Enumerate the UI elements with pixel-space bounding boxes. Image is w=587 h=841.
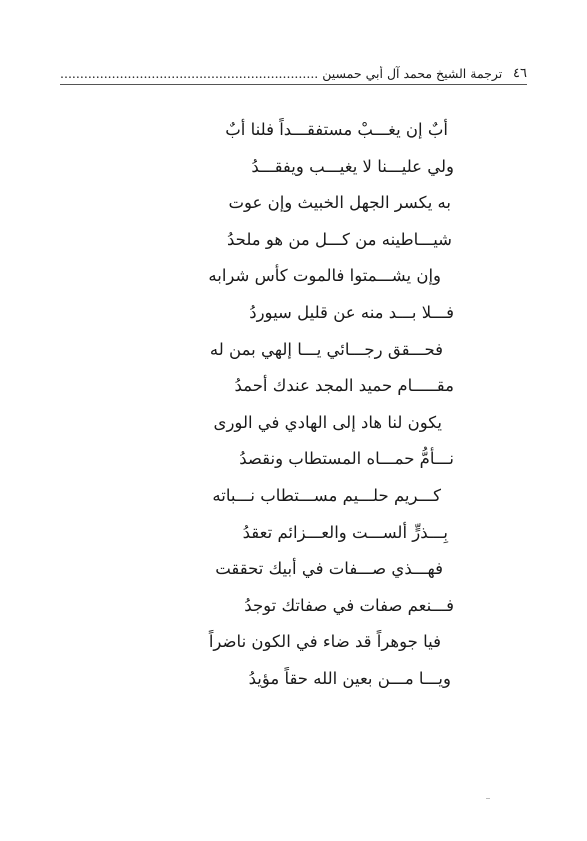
- verse-line-second-hemistich: [0, 588, 587, 625]
- verse-text: فـــلا بـــد منه عن قليل سيوردُ: [249, 302, 454, 322]
- header-rule: [60, 84, 527, 85]
- verse-text: فحـــقق رجـــائي يـــا إلهي بمن له: [209, 339, 443, 359]
- verse-text: بِـــذرٍّ ألســـت والعـــزائم تعقدُ: [242, 522, 448, 542]
- scan-speck: [486, 798, 490, 799]
- verse-line-second-hemistich: [0, 368, 587, 405]
- verse-text: كـــريم حلـــيم مســـتطاب نـــباته: [212, 485, 441, 505]
- verse-text: وإن يشـــمتوا فالموت كأس شرابه: [208, 266, 441, 286]
- verse-line-first-hemistich: [0, 258, 587, 295]
- running-header: [60, 64, 527, 82]
- page-number: ٤٦: [513, 65, 527, 81]
- verse-text: مقـــــام حميد المجد عندك أحمدُ: [234, 376, 454, 396]
- verse-line-second-hemistich: [0, 515, 587, 552]
- verse-line-second-hemistich: [0, 441, 587, 478]
- verse-text: ويـــا مـــن بعين الله حقاً مؤيدُ: [248, 668, 451, 688]
- verse-line-first-hemistich: [0, 112, 587, 149]
- verse-line-first-hemistich: [0, 478, 587, 515]
- verse-text: نـــأمُّ حمـــاه المستطاب ونقصدُ: [239, 449, 454, 469]
- verse-text: فـــنعم صفات في صفاتك توجدُ: [244, 595, 454, 615]
- verse-text: أبٌ إن يغـــبْ مستفقـــداً فلنا أبٌ: [225, 120, 448, 139]
- verse-line-second-hemistich: [0, 661, 587, 698]
- verse-text: فهـــذي صـــفات في أبيك تحققت: [215, 559, 443, 579]
- verse-text: شيـــاطينه من كـــل من هو ملحدُ: [227, 229, 452, 249]
- verse-line-first-hemistich: [0, 185, 587, 222]
- verse-line-second-hemistich: [0, 149, 587, 186]
- verse-line-second-hemistich: [0, 222, 587, 259]
- verse-line-first-hemistich: [0, 332, 587, 369]
- verse-line-first-hemistich: [0, 405, 587, 442]
- verse-line-first-hemistich: [0, 551, 587, 588]
- verse-text: يكون لنا هاد إلى الهادي في الورى: [213, 412, 442, 432]
- poem: [0, 112, 587, 698]
- verse-line-second-hemistich: [0, 295, 587, 332]
- verse-text: ولي عليـــنا لا يغيـــب ويفقـــدُ: [251, 156, 454, 176]
- verse-text: فيا جوهراً قد ضاء في الكون ناضراً: [208, 632, 441, 652]
- running-title: ترجمة الشيخ محمد آل أبي حمسين .................................................................: [60, 65, 503, 81]
- verse-line-first-hemistich: [0, 624, 587, 661]
- verse-text: به يكسر الجهل الخبيث وإن عوت: [228, 193, 451, 213]
